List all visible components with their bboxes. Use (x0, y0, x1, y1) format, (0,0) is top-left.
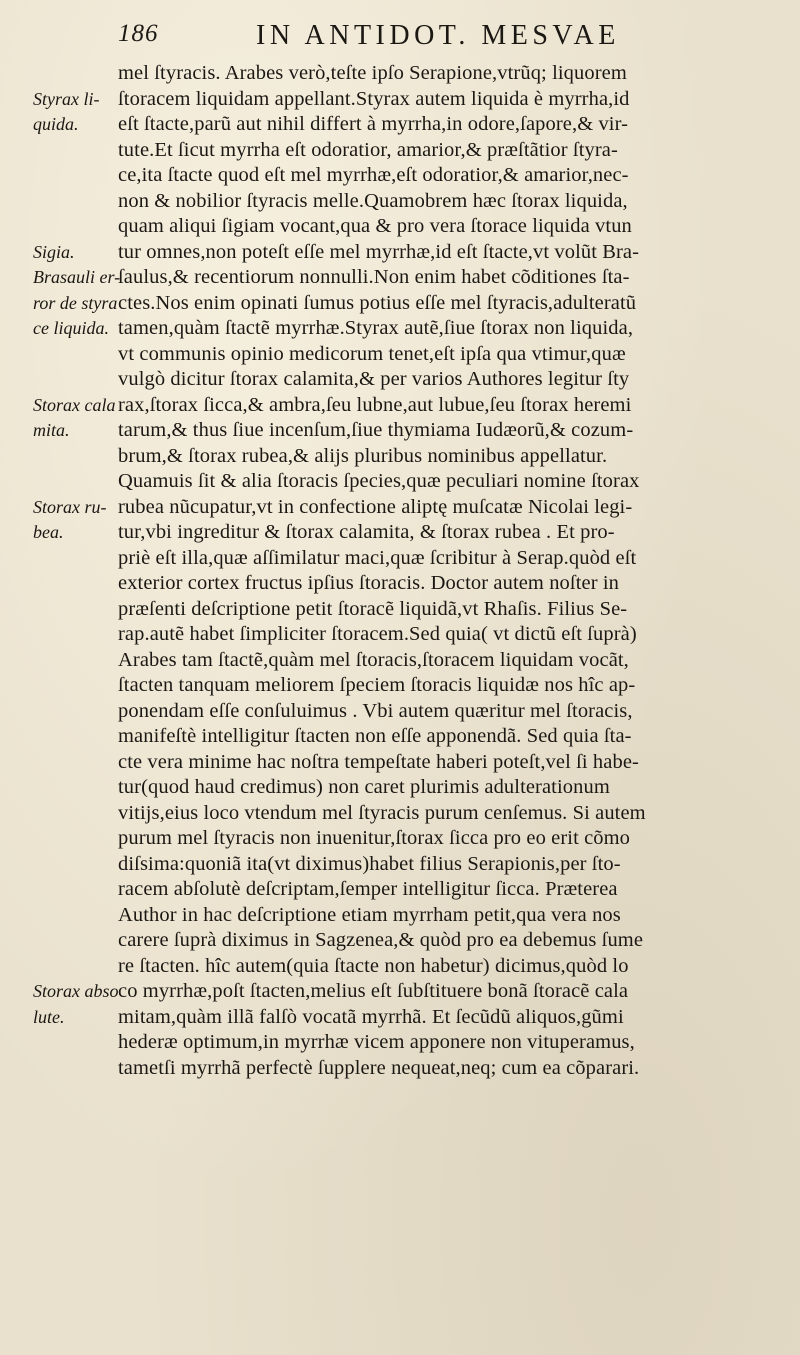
text-line: co myrrhæ,poſt ſtacten,melius eſt ſubſtituere bonã ſtoracẽ cala (118, 980, 629, 1002)
margin-note: quida. (33, 114, 79, 134)
text-line: mel ſtyracis. Arabes verò,teſte ipſo Serapione,vtrũq; liquorem (118, 62, 627, 84)
text-line: tarum,& thus ſiue incenſum,ſiue thymiama Iudæorũ,& cozum- (118, 419, 634, 441)
text-line: ſtoracem liquidam appellant.Styrax autem liquida è myrrha,id (118, 87, 630, 110)
text-line: rax,ſtorax ſicca,& ambra,ſeu lubne,aut lubue,ſeu ſtorax heremi (118, 393, 632, 416)
body-text (118, 61, 768, 1081)
margin-note: ror de styra (33, 292, 118, 313)
text-line: mitam,quàm illã falſò vocatã myrrhã. Et ſecũdũ aliquos,gũmi (118, 1005, 624, 1028)
text-line: ctes.Nos enim opinati ſumus potius eſſe mel ſtyracis,adulteratũ (118, 291, 637, 314)
margin-note: lute. (33, 1006, 65, 1027)
text-line: rubea nũcupatur,vt in confectione aliptę muſcatæ Nicolai legi- (118, 495, 633, 518)
text-line: vulgò dicitur ſtorax calamita,& per varios Authores legitur ſty (118, 368, 630, 390)
margin-note: mita. (33, 420, 70, 440)
text-line: Arabes tam ſtactẽ,quàm mel ſtoracis,ſtoracem liquidam vocãt, (118, 648, 629, 671)
text-line: quam aliqui ſigiam vocant,qua & pro vera ſtorace liquida vtun (118, 215, 632, 237)
text-line: priè eſt illa,quæ aſſimilatur maci,quæ ſcribitur à Serap.quòd eſt (118, 546, 637, 569)
text-line: tur(quod haud credimus) non caret plurimis adulterationum (118, 776, 610, 798)
margin-note: Styrax li- (33, 88, 100, 109)
text-line: ſtacten tanquam meliorem ſpeciem ſtoracis liquidæ nos hîc ap- (118, 674, 636, 696)
text-line: ponendam eſſe conſuluimus . Vbi autem quæritur mel ſtoracis, (118, 699, 633, 722)
text-line: manifeſtè intelligitur ſtacten non eſſe apponendã. Sed quia ſta- (118, 725, 632, 747)
text-line: Quamuis ſit & alia ſtoracis ſpecies,quæ peculiari nomine ſtorax (118, 470, 640, 492)
text-line: non & nobilior ſtyracis melle.Quamobrem hæc ſtorax liquida, (118, 189, 628, 212)
text-line: carere ſuprà diximus in Sagzenea,& quòd pro ea debemus ſume (118, 929, 644, 951)
margin-note: Storax cala (33, 394, 116, 415)
text-line: tamen,quàm ſtactẽ myrrhæ.Styrax autẽ,ſiue ſtorax non liquida, (118, 317, 634, 339)
text-line: tute.Et ſicut myrrha eſt odoratior, amarior,& præſtãtior ſtyra- (118, 138, 618, 161)
margin-note: Storax ru- (33, 496, 107, 517)
margin-note: Sigia. (33, 241, 75, 262)
text-line: brum,& ſtorax rubea,& alijs pluribus nominibus appellatur. (118, 444, 608, 467)
text-line: vt communis opinio medicorum tenet,eſt ipſa qua vtimur,quæ (118, 342, 626, 365)
text-line: purum mel ſtyracis non inuenitur,ſtorax ſicca pro eo erit cõmo (118, 827, 631, 849)
text-line: eſt ſtacte,parũ aut nihil differt à myrrha,in odore,ſapore,& vir- (118, 113, 629, 135)
text-line: præſenti deſcriptione petit ſtoracẽ liquidã,vt Rhaſis. Filius Se- (118, 597, 628, 620)
text-line: vitijs,eius loco vtendum mel ſtyracis purum cenſemus. Si autem (118, 801, 646, 824)
text-line: exterior cortex fructus ipſius ſtoracis. Doctor autem noſter in (118, 572, 619, 594)
text-line: tametſi myrrhã perfectè ſupplere nequeat,neq; cum ea cõparari. (118, 1056, 640, 1079)
text-line: ſaulus,& recentiorum nonnulli.Non enim habet cõditiones ſta- (118, 266, 630, 288)
text-line: diſsima:quoniã ita(vt diximus)habet filius Serapionis,per ſto- (118, 852, 621, 875)
text-line: ce,ita ſtacte quod eſt mel myrrhæ,eſt odoratior,& amarior,nec- (118, 164, 629, 186)
margin-note: ce liquida. (33, 318, 109, 338)
page-number: 186 (118, 20, 159, 47)
text-line: racem abſolutè deſcriptam,ſemper intelligitur ſicca. Præterea (118, 878, 618, 900)
page-header (118, 20, 688, 56)
margin-note: bea. (33, 522, 64, 542)
text-line: hederæ optimum,in myrrhæ vicem apponere non vituperamus, (118, 1031, 635, 1053)
text-line: tur,vbi ingreditur & ſtorax calamita, & ſtorax rubea . Et pro- (118, 521, 615, 543)
text-line: re ſtacten. hîc autem(quia ſtacte non habetur) dicimus,quòd lo (118, 954, 629, 977)
margin-note: Storax abso (33, 981, 119, 1001)
text-line: tur omnes,non poteſt eſſe mel myrrhæ,id eſt ſtacte,vt volũt Bra- (118, 240, 640, 263)
margin-note: Brasauli er- (33, 267, 121, 287)
text-line: Author in hac deſcriptione etiam myrrham petit,qua vera nos (118, 903, 621, 926)
running-title: IN ANTIDOT. MESVAE (256, 20, 620, 51)
text-line: rap.autẽ habet ſimpliciter ſtoracem.Sed quia( vt dictũ eſt ſuprà) (118, 623, 637, 645)
text-line: cte vera minime hac noſtra tempeſtate haberi poteſt,vel ſi habe- (118, 750, 639, 773)
